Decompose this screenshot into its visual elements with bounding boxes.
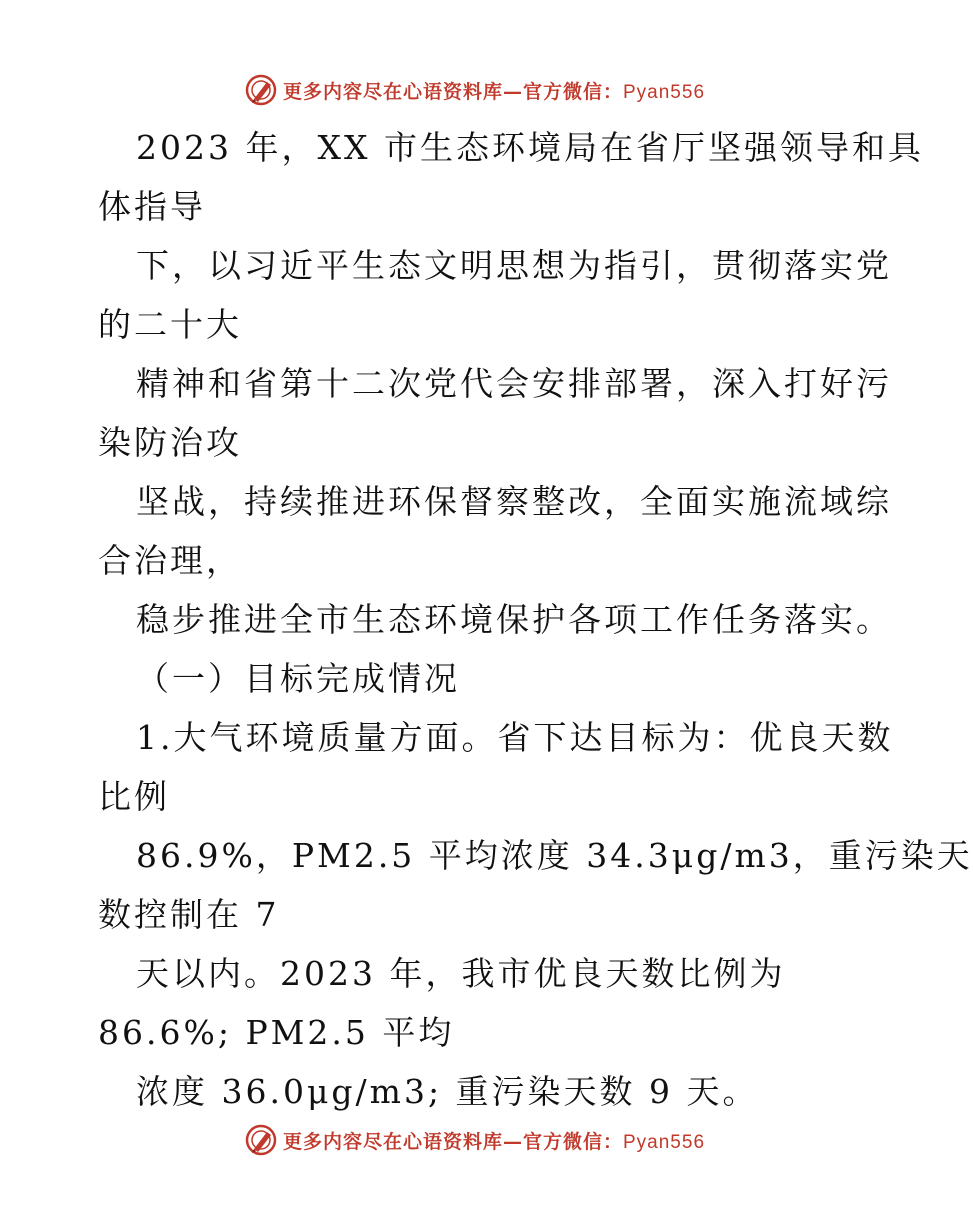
- body-line: 天以内。2023 年，我市优良天数比例为: [136, 954, 786, 993]
- header-watermark-banner: [0, 68, 950, 112]
- body-line: 比例: [98, 777, 170, 816]
- body-line: 数控制在 7: [98, 895, 280, 934]
- pen-logo-icon: [245, 74, 277, 106]
- body-line: 浓度 36.0μg/m3; 重污染天数 9 天。: [136, 1072, 759, 1111]
- body-line: 的二十大: [98, 305, 242, 344]
- body-line: 染防治攻: [98, 423, 242, 462]
- body-line: 1.大气环境质量方面。省下达目标为：优良天数: [136, 718, 894, 757]
- document-body: [98, 118, 973, 1121]
- body-line: 下，以习近平生态文明思想为指引，贯彻落实党: [136, 246, 892, 285]
- body-line: 坚战，持续推进环保督察整改，全面实施流域综: [136, 482, 892, 521]
- footer-watermark-text: 更多内容尽在心语资料库—官方微信：Pyan556: [282, 1130, 706, 1153]
- header-watermark-text: 更多内容尽在心语资料库—官方微信：Pyan556: [282, 80, 706, 103]
- pen-logo-icon: [245, 1124, 277, 1156]
- footer-watermark-id: Pyan556: [623, 1131, 706, 1153]
- section-heading: （一）目标完成情况: [136, 659, 460, 698]
- body-line: 合治理，: [98, 541, 242, 580]
- body-line: 86.9%，PM2.5 平均浓度 34.3μg/m3，重污染天: [136, 836, 973, 875]
- body-line: 86.6%; PM2.5 平均: [98, 1013, 455, 1052]
- body-line: 稳步推进全市生态环境保护各项工作任务落实。: [136, 600, 892, 639]
- header-watermark-id: Pyan556: [623, 81, 706, 103]
- body-line: 2023 年，XX 市生态环境局在省厅坚强领导和具: [136, 128, 924, 167]
- footer-watermark-banner: [0, 1118, 950, 1162]
- body-line: 体指导: [98, 187, 206, 226]
- body-line: 精神和省第十二次党代会安排部署，深入打好污: [136, 364, 892, 403]
